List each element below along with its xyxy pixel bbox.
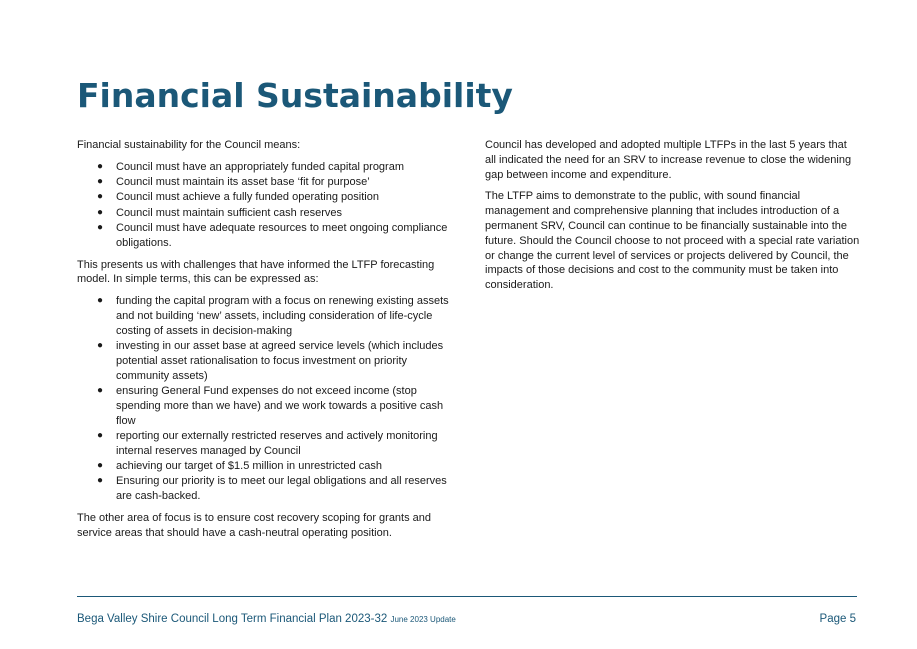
intro-paragraph: Financial sustainability for the Council means: xyxy=(77,139,301,151)
list-item: ● achieving our target of $1.5 million in unrestricted cash xyxy=(97,459,382,472)
list-item: ● funding the capital program with a focus on renewing existing assets and not building ‘new’ assets, including consideration of life-cycle costing of assets in decision-making xyxy=(97,295,449,337)
list-item: ● reporting our externally restricted reserves and actively monitoring internal reserves managed by Council xyxy=(97,429,438,457)
challenges-paragraph: This presents us with challenges that have informed the LTFP forecasting model. In simple terms, this can be expressed as: xyxy=(77,258,435,286)
left-column xyxy=(77,138,452,547)
bullet-icon: ● xyxy=(97,340,104,352)
bullet-icon: ● xyxy=(97,206,104,218)
bullet-icon: ● xyxy=(97,475,104,487)
expressed-list xyxy=(77,294,452,504)
page-number: Page 5 xyxy=(819,613,856,625)
list-item: ● Council must have an appropriately funded capital program xyxy=(97,160,404,173)
bullet-icon: ● xyxy=(97,384,104,396)
bullet-icon: ● xyxy=(97,221,104,233)
footer-divider xyxy=(77,596,857,597)
list-item: ● investing in our asset base at agreed service levels (which includes potential asset rationalisation to focus investment on priority community assets) xyxy=(97,340,444,382)
bullet-icon: ● xyxy=(97,191,104,203)
bullet-icon: ● xyxy=(97,160,104,172)
list-item: ● Ensuring our priority is to meet our legal obligations and all reserves are cash-backed. xyxy=(97,475,447,503)
footer-doc-title: Bega Valley Shire Council Long Term Financial Plan 2023-32 xyxy=(77,613,388,625)
list-item: ● Council must have adequate resources to meet ongoing compliance obligations. xyxy=(97,221,448,249)
list-item: ● Council must achieve a fully funded operating position xyxy=(97,191,379,204)
list-item: ● Council must maintain its asset base ‘fit for purpose’ xyxy=(97,176,370,189)
means-list xyxy=(77,160,452,251)
footer-update-note: June 2023 Update xyxy=(390,615,456,624)
right-column xyxy=(485,138,860,300)
page-title: Financial Sustainability xyxy=(77,76,513,115)
bullet-icon: ● xyxy=(97,459,104,471)
list-item: ● ensuring General Fund expenses do not exceed income (stop spending more than we have) and we work towards a positive cash flow xyxy=(97,384,444,427)
bullet-icon: ● xyxy=(97,429,104,441)
bullet-icon: ● xyxy=(97,176,104,188)
list-item: ● Council must maintain sufficient cash reserves xyxy=(97,206,343,219)
other-focus-paragraph: The other area of focus is to ensure cost recovery scoping for grants and service areas that should have a cash-neutral operating position. xyxy=(77,511,432,539)
ltfp-history-paragraph: Council has developed and adopted multiple LTFPs in the last 5 years that all indicated the need for an SRV to increase revenue to close the widening gap between income and expenditure. xyxy=(485,139,852,181)
bullet-icon: ● xyxy=(97,295,104,307)
footer-document-title xyxy=(77,613,456,625)
ltfp-aims-paragraph: The LTFP aims to demonstrate to the public, with sound financial management and comprehensive planning that includes introduction of a permanent SRV, Council can continue to be financially sustainable into the future. Should the Council choose to not proceed with a special rate variation or change the current level of services or projects delivered by Council, the impacts of those decisions and cost to the community must be taken into consideration. xyxy=(485,190,860,292)
